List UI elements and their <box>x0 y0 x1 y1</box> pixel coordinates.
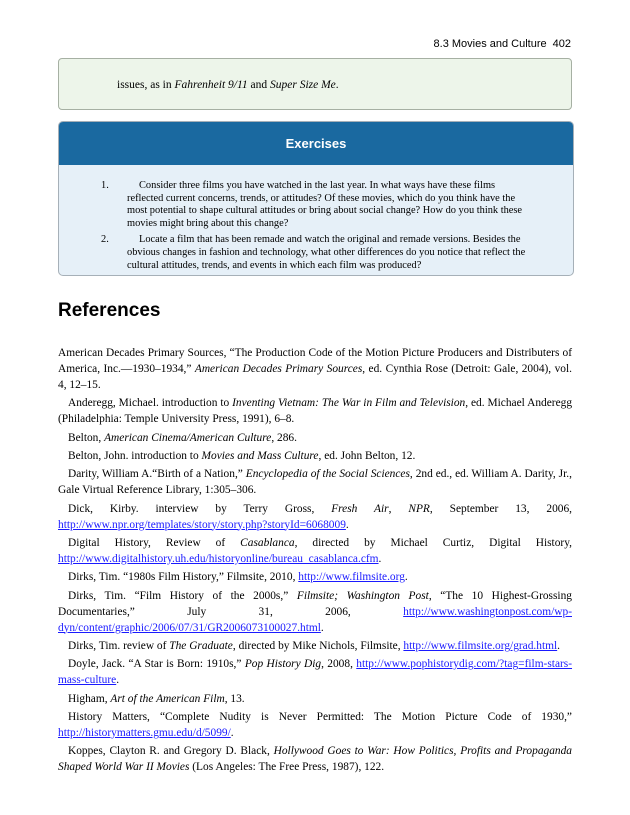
reference-title: Casablanca <box>240 536 295 549</box>
reference-link[interactable]: http://www.npr.org/templates/story/story.php?storyId=6068009 <box>58 518 346 531</box>
reference-text: Belton, John. introduction to <box>68 449 202 462</box>
exercise-text: Consider three films you have watched in the last year. In what ways have these films reflected current concerns, trends, or attitudes? Of these movies, which do you think have the most potential to shape cultural attitudes or bring about social change? How do you think these movies might bring about this change? <box>127 180 523 229</box>
reference-text: , “The 10 Highest-Grossing Documentaries,” July 31, 2006, <box>58 589 572 618</box>
reference-text: , ed. John Belton, 12. <box>318 449 416 462</box>
reference-text: , September 13, 2006, <box>429 502 572 515</box>
reference-entry <box>58 431 572 447</box>
reference-entry <box>58 449 572 465</box>
reference-text: Dirks, Tim. “Film History of the 2000s,” <box>68 589 297 602</box>
reference-entry <box>58 639 572 655</box>
key-takeaways-box <box>58 58 572 110</box>
exercises-box <box>58 121 574 276</box>
reference-text: . <box>320 621 324 634</box>
reference-text: . <box>116 674 120 687</box>
reference-entry <box>58 710 572 742</box>
section-title: 8.3 Movies and Culture <box>433 38 547 50</box>
reference-text: American Decades Primary Sources, “The Production Code of the Motion Picture Producers and Distributers of America, Inc.—1930–1934,” <box>58 347 572 375</box>
reference-entry <box>58 346 572 394</box>
reference-entry <box>58 692 572 708</box>
reference-link[interactable]: http://www.pophistorydig.com/?tag=film-stars-mass-culture <box>58 658 573 687</box>
reference-title: Hollywood Goes to War: How Politics, Profits and Propaganda Shaped World War II Movies <box>58 745 572 774</box>
reference-title: NPR <box>408 502 430 515</box>
exercises-list <box>59 180 573 276</box>
running-header <box>434 38 571 50</box>
reference-text: , 2008, <box>321 658 357 671</box>
reference-title: Encyclopedia of the Social Sciences <box>245 468 410 481</box>
film-title-fahrenheit: Fahrenheit 9/11 <box>174 79 248 91</box>
reference-text: , directed by Mike Nichols, Filmsite, <box>232 639 404 652</box>
reference-text: , 286. <box>271 431 297 444</box>
reference-entry <box>58 744 572 776</box>
reference-link[interactable]: http://www.washingtonpost.com/wp-dyn/content/graphic/2006/07/31/GR2006073100027.html <box>58 605 572 634</box>
reference-text: , directed by Michael Curtiz, Digital History, <box>294 536 572 549</box>
reference-text: , 13. <box>224 692 245 705</box>
key-box-text-end: . <box>335 79 339 91</box>
reference-title: Filmsite; Washington Post <box>296 589 429 602</box>
reference-text: , ed. Michael Anderegg (Philadelphia: Temple University Press, 1991), 6–8. <box>58 397 573 426</box>
exercises-title: Exercises <box>59 122 573 165</box>
key-box-text-pre: issues, as in <box>117 79 175 91</box>
reference-entry <box>58 657 572 689</box>
references-list <box>58 346 572 779</box>
reference-text: , ed. Cynthia Rose (Detroit: Gale, 2004), vol. 4, 12–15. <box>58 362 572 391</box>
reference-text: Dick, Kirby. interview by Terry Gross, <box>68 502 332 515</box>
reference-text: Darity, William A.“Birth of a Nation,” <box>68 468 246 481</box>
reference-text: History Matters, “Complete Nudity is Never Permitted: The Motion Picture Code of 1930,” <box>68 711 572 724</box>
reference-text: . <box>345 518 349 531</box>
reference-entry <box>58 536 572 568</box>
reference-entry <box>58 396 572 428</box>
reference-title: Fresh Air <box>331 502 389 515</box>
reference-title: American Decades Primary Sources <box>194 362 363 375</box>
reference-text: Dirks, Tim. “1980s Film History,” Filmsite, 2010, <box>68 571 299 584</box>
reference-title: Pop History Dig <box>244 658 322 671</box>
reference-link[interactable]: http://historymatters.gmu.edu/d/5099/ <box>58 726 231 739</box>
reference-title: Inventing Vietnam: The War in Film and Television <box>232 397 466 410</box>
reference-text: . <box>404 571 408 584</box>
reference-text: . <box>378 552 382 565</box>
key-box-text-mid: and <box>247 79 270 91</box>
reference-text: Koppes, Clayton R. and Gregory D. Black, <box>68 745 274 758</box>
reference-entry <box>58 570 572 586</box>
key-box-text <box>117 79 339 91</box>
reference-title: American Cinema/American Culture <box>104 431 272 444</box>
reference-text: . <box>557 639 561 652</box>
reference-text: Anderegg, Michael. introduction to <box>68 397 233 410</box>
reference-title: Movies and Mass Culture <box>201 449 319 462</box>
reference-entry <box>58 467 572 499</box>
exercise-number: 2. <box>101 234 109 246</box>
reference-text: (Los Angeles: The Free Press, 1987), 122. <box>189 761 385 774</box>
exercise-item <box>59 234 573 272</box>
reference-text: , <box>388 502 409 515</box>
reference-text: . <box>230 726 234 739</box>
reference-entry <box>58 589 572 637</box>
reference-text: Digital History, Review of <box>68 536 241 549</box>
exercise-number: 1. <box>101 180 109 191</box>
reference-text: , 2nd ed., ed. William A. Darity, Jr., Gale Virtual Reference Library, 1:305–306. <box>58 468 572 497</box>
reference-text: Dirks, Tim. review of <box>68 639 170 652</box>
reference-link[interactable]: http://www.digitalhistory.uh.edu/historyonline/bureau_casablanca.cfm <box>58 552 379 565</box>
reference-title: The Graduate <box>169 639 233 652</box>
reference-entry <box>58 502 572 534</box>
references-heading: References <box>58 300 161 321</box>
reference-link[interactable]: http://www.filmsite.org <box>298 571 405 584</box>
reference-text: Belton, <box>68 431 105 444</box>
page-number: 402 <box>552 38 571 50</box>
reference-title: Art of the American Film <box>110 692 225 705</box>
exercise-item <box>59 180 573 230</box>
reference-link[interactable]: http://www.filmsite.org/grad.html <box>403 639 558 652</box>
reference-text: Doyle, Jack. “A Star is Born: 1910s,” <box>68 658 245 671</box>
reference-text: Higham, <box>68 692 111 705</box>
exercise-text: Locate a film that has been remade and watch the original and remade versions. Besides the obvious changes in fashion and technology, what other differences do you notice that reflect the cultural attitudes, trends, and events in which each film was produced? <box>127 234 526 271</box>
film-title-super-size-me: Super Size Me <box>270 79 336 91</box>
